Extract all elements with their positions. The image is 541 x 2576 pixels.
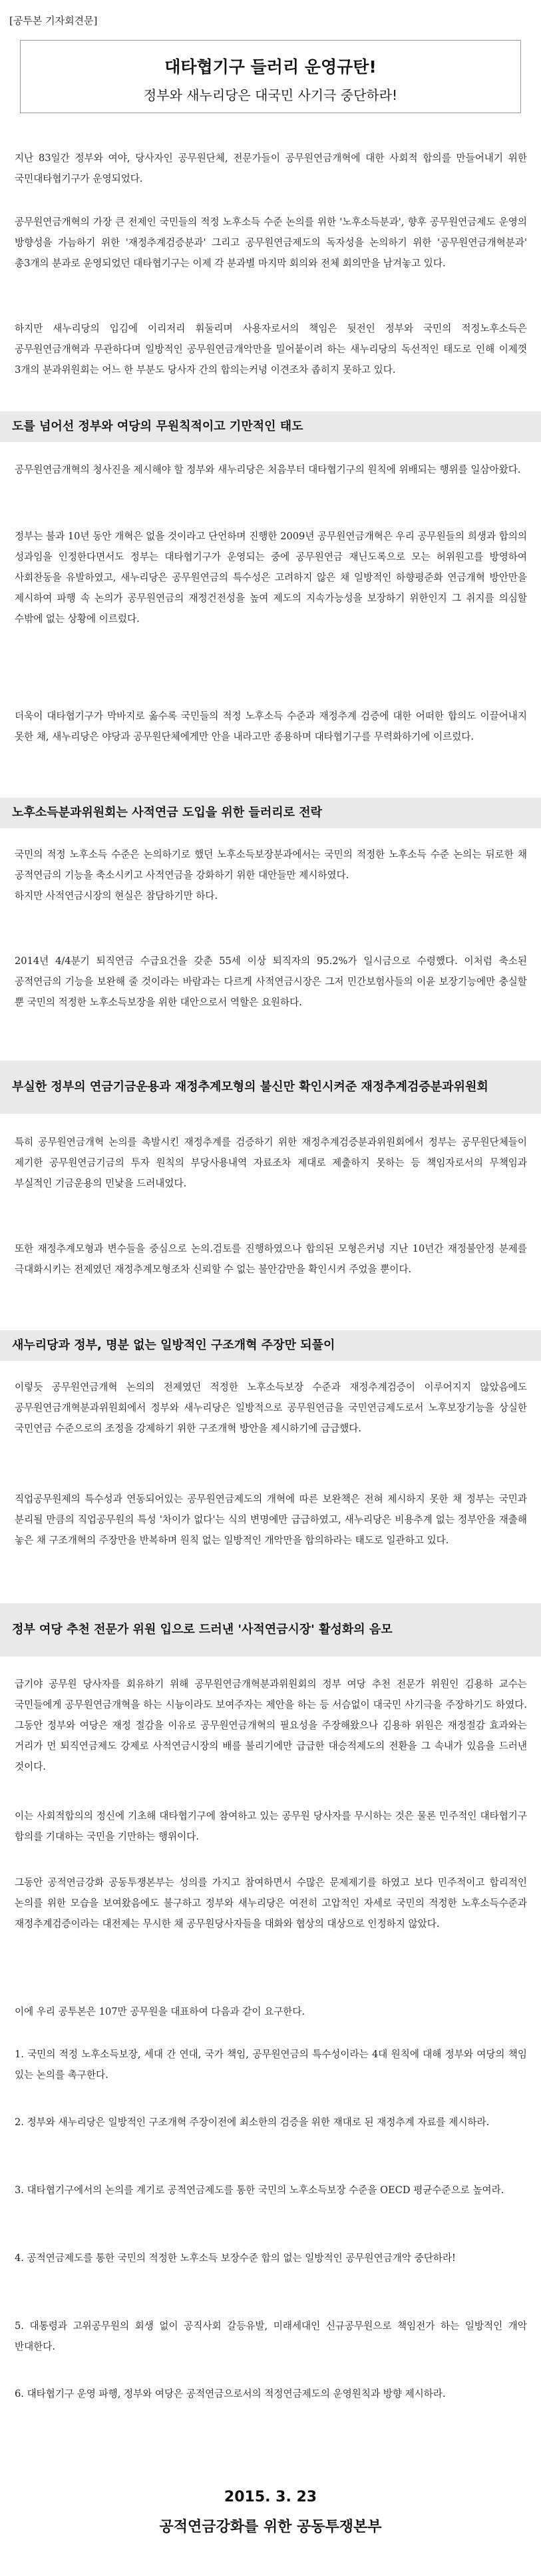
section-paragraph: 이렇듯 공무원연금개혁 논의의 전제였던 적정한 노후소득보장 수준과 재정추계검증이 이루어지지 않았음에도 공무원연금개혁분과위원회에서 정부와 새누리당은 일방적으로 공무원연금을 국민연금제도로서 노후보장기능을 상실한 국민연금 수준으로의 조정을 강제하기 위한 구조개혁 방안을 제시하기에 급급했다. [15,1382,527,1434]
demand-item: 1. 국민의 적정 노후소득보장, 세대 간 연대, 국가 책임, 공무원연금의 특수성이라는 4대 원칙에 대해 정부와 여당의 책임 있는 논의를 촉구한다. [15,2049,527,2081]
section-paragraph: 특히 공무원연금개혁 논의를 촉발시킨 재정추계를 검증하기 위한 재정추계검증분과위원회에서 정부는 공무원단체들이 제기한 공무원연금기금의 투자 원칙의 부당사용내역 자료조차 제대로 제출하지 못하는 등 책임자로서의 무책임과 부실적인 기금운용의 민낯을 드러내었다. [15,1137,527,1189]
section-paragraph: 이는 사회적합의의 정신에 기초해 대타협기구에 참여하고 있는 공무원 당사자를 무시하는 것은 물론 민주적인 대타협기구 합의를 기대하는 국민을 기만하는 행위이다. [15,1810,527,1842]
demand-item: 3. 대타협기구에서의 논의를 계기로 공적연금제도를 통한 국민의 노후소득보장 수준을 OECD 평균수준으로 높여라. [15,2185,504,2196]
section-heading-text: 정부 여당 추천 전문가 위원 입으로 드러낸 '사적연금시장' 활성화의 음모 [12,1623,393,1637]
section-heading [0,798,541,828]
section-paragraph: 직업공무원제의 특수성과 연동되어있는 공무원연금제도의 개혁에 따른 보완책은 전혀 제시하지 못한 채 정부는 국민과 분리될 만큼의 직업공무원의 특성 '차이가 없다'는 식의 변명에만 급급하였고, 새누리당은 비용추계 없는 정부안을 재출해 놓은 채 구조개혁의 주장만을 반복하며 원칙 없는 일방적인 개악만을 합의하라는 태도로 일관하고 있다. [15,1493,527,1546]
section-heading [0,1603,541,1657]
section-paragraph: 공무원연금개혁의 청사진을 제시해야 할 정부와 새누리당은 처음부터 대타협기구의 원칙에 위배되는 행위를 일삼아왔다. [15,464,521,475]
issuing-organization: 공적연금강화를 위한 공동투쟁본부 [159,2519,382,2535]
section-paragraph: 정부는 불과 10년 동안 개혁은 없을 것이라고 단언하며 진행한 2009년 공무원연금개혁은 우리 공무원들의 희생과 합의의 성과임을 인정한다면서도 정부는 대타협기구가 운영되는 중에 공무원연금 재닌도록으로 모는 허위원고를 방영하여 사회찬동을 유발하였고, 새누리당은 공무원연금의 특수성은 고려하지 않은 채 일방적인 하향평준화 연금개혁 방안만을 제시하여 파행 속 논의가 공무원연금의 재정건전성을 높여 제도의 지속가능성을 보장하기 위한인지 그 취지를 의심할 수밖에 없는 상황에 이르렀다. [15,531,527,625]
doc-tag: [공투본 기자회견문] [9,15,98,27]
section-heading-text: 새누리당과 정부, 명분 없는 일방적인 구조개혁 주장만 되풀이 [12,1338,335,1352]
statement-date: 2015. 3. 23 [224,2489,317,2505]
document-subtitle: 정부와 새누리당은 대국민 사기극 중단하라! [143,87,398,103]
section-heading-text: 도를 넘어선 정부와 여당의 무원칙적이고 기만적인 태도 [12,419,303,433]
section-paragraph: 이에 우리 공투본은 107만 공무원을 대표하여 다음과 같이 요구한다. [15,2006,305,2017]
demand-item: 4. 공적연금제도를 통한 국민의 적정한 노후소득 보장수준 합의 없는 일방적인 공무원연금개악 중단하라! [15,2252,456,2264]
section-paragraph: 더욱이 대타협기구가 막바지로 옮수록 국민들의 적정 노후소득 수준과 재정추계 검증에 대한 어떠한 합의도 이끌어내지 못한 채, 새누리당은 야당과 공무원단체에게만 안을 내라고만 종용하며 대타협기구를 무력화하기에 이르렀다. [15,710,527,742]
section-heading [0,411,541,442]
intro-paragraph: 공무원연금개혁의 가장 큰 전제인 국민들의 적정 노후소득 수준 논의를 위한 '노후소득분과', 향후 공무원연금제도 운영의 방향성을 가늠하기 위한 '재정추계검증분과' 그리고 공무원연금제도의 독자성을 논의하기 위한 '공무원연금개혁분과' 총3개의 분과로 운영되었던 대타협기구는 이제 각 분과별 마지막 회의와 전체 회의만을 남겨놓고 있다. [15,216,527,269]
demand-item: 6. 대타협기구 운영 파행, 정부와 여당은 공적연금으로서의 적정연금제도의 운영원칙과 방향 제시하라. [15,2388,446,2400]
section-paragraph: 또한 재정추계모형과 변수들을 중심으로 논의.검토를 진행하였으나 합의된 모형은커녕 지난 10년간 재정불안정 분제를 극대화시키는 전제였던 재정추계모형조차 신뢰할 수 없는 불안감만을 확인시켜 주었을 뿐이다. [15,1243,527,1275]
title-box [20,40,521,113]
section-paragraph: 국민의 적정 노후소득 수준은 논의하기로 했던 노후소득보장분과에서는 국민의 적정한 노후소득 수준 논의는 뒤로한 채 공적연금의 기능을 축소시키고 사적연금을 강화하기 위한 대안들만 제시하였다. 하지만 사적연금시장의 현실은 참담하기만 하다. [15,849,527,902]
section-paragraph: 그동안 공적연금강화 공동투쟁본부는 성의를 가지고 참여하면서 수많은 문제제기를 하였고 보다 민주적이고 합리적인 논의를 위한 모습을 보여왔음에도 불구하고 정부와 새누리당은 여전히 고압적인 자세로 국민의 적정한 노후소득수준과 재정추계검증이라는 대전제는 무시한 채 공무원당사자들을 대화와 협상의 대상으로 인정하지 않았다. [15,1877,527,1930]
section-paragraph: 2014년 4/4분기 퇴직연금 수급요건을 갖춘 55세 이상 퇴직자의 95.2%가 일시금으로 수령했다. 이처럼 축소된 공적연금의 기능을 보완해 줄 것이라는 바람과는 다르게 사적연금시장은 그저 민간보험사들의 이윤 보장기능에만 충실할 뿐 국민의 적정한 노후소득보장을 위한 대안으로서 역할은 요원하다. [15,955,527,1008]
section-heading-text: 부실한 정부의 연금기금운용과 재정추계모형의 불신만 확인시켜준 재정추계검증분과위원회 [12,1080,488,1094]
section-paragraph: 급기야 공무원 당사자를 회유하기 위해 공무원연금개혁분과위원회의 정부 여당 추천 전문가 위원인 김용하 교수는 국민들에게 공무원연금개혁을 하는 시늉이라도 보여주자는 제안을 하는 등 서슴없이 대국민 사기극을 주장하기도 하였다. 그동안 정부와 여당은 재정 절감을 이유로 공무원연금개혁의 필요성을 주장해왔으나 김용하 위원은 재정절감 효과와는 거리가 먼 퇴직연금제도 강제로 사적연금시장의 배를 불리기에만 급급한 대승적제도의 전환을 그 속내가 있음을 드러낸 것이다. [15,1678,527,1772]
intro-paragraph: 하지만 새누리당의 입김에 이리저리 휘둘리며 사용자로서의 책임은 뒷전인 정부와 국민의 적정노후소득은 공무원연금개혁과 무관하다며 일방적인 공무원연금개악만을 밀어붙이려 하는 새누리당의 독선적인 태도로 인해 이제껏 3개의 분과위원회는 어느 한 부분도 당사자 간의 합의는커녕 이견조차 좁히지 못하고 있다. [15,323,527,376]
document-title: 대타협기구 들러리 운영규탄! [164,57,377,77]
section-heading [0,1061,541,1114]
demand-item: 2. 정부와 새누리당은 일방적인 구조개혁 주장이전에 최소한의 검증을 위한 재대로 된 재정추계 자료를 제시하라. [15,2117,490,2128]
demand-item: 5. 대통령과 고위공무원의 회생 없이 공직사회 갈등유발, 미래세대인 신규공무원으로 책임전가 하는 일방적인 개악 반대한다. [15,2320,527,2352]
intro-paragraph: 지난 83일간 정부와 여야, 당사자인 공무원단체, 전문가들이 공무원연금개혁에 대한 사회적 합의를 만들어내기 위한 국민대타협기구가 운영되었다. [15,152,527,184]
section-heading [0,1330,541,1361]
section-heading-text: 노후소득분과위원회는 사적연금 도입을 위한 들러리로 전락 [12,806,323,820]
